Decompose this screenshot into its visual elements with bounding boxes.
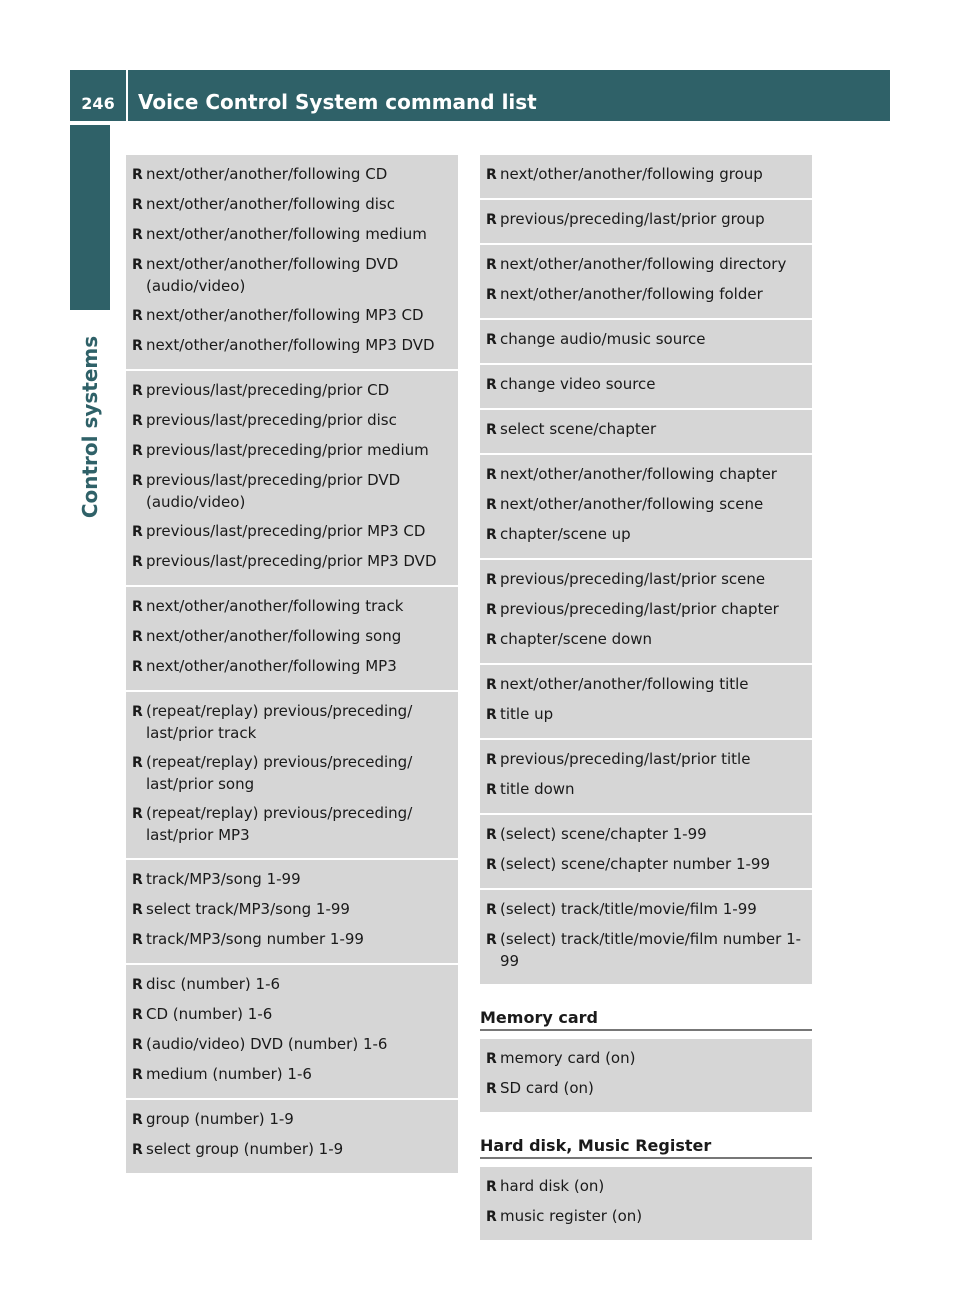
command-item [486, 629, 806, 651]
page-number: 246 [81, 94, 115, 113]
command-item [132, 869, 452, 891]
bullet-icon: R [132, 659, 143, 675]
command-item [132, 194, 452, 216]
bullet-icon: R [486, 497, 497, 513]
command-text: next/other/another/following scene [500, 495, 764, 513]
bullet-icon: R [486, 602, 497, 618]
command-text: track/MP3/song 1-99 [146, 870, 301, 888]
side-tab-label: Control systems [78, 335, 103, 519]
command-item [132, 899, 452, 921]
command-item [486, 164, 806, 186]
command-item [486, 524, 806, 546]
command-text: (repeat/replay) previous/preceding/ last/prior MP3 [146, 804, 413, 844]
command-text: group (number) 1-9 [146, 1110, 294, 1128]
command-item [132, 551, 452, 573]
command-text: previous/last/preceding/prior MP3 DVD [146, 552, 437, 570]
command-box [480, 320, 812, 365]
command-text: music register (on) [500, 1207, 643, 1225]
command-text: next/other/another/following folder [500, 285, 763, 303]
command-item [132, 1139, 452, 1161]
bullet-icon: R [486, 422, 497, 438]
command-item [132, 803, 452, 846]
command-text: select track/MP3/song 1-99 [146, 900, 350, 918]
command-box [126, 1100, 458, 1175]
command-text: CD (number) 1-6 [146, 1005, 273, 1023]
command-item [486, 494, 806, 516]
command-text: next/other/another/following directory [500, 255, 787, 273]
command-text: title up [500, 705, 554, 723]
command-item [486, 569, 806, 591]
command-text: SD card (on) [500, 1079, 594, 1097]
bullet-icon: R [486, 257, 497, 273]
command-text: hard disk (on) [500, 1177, 605, 1195]
bullet-icon: R [486, 572, 497, 588]
command-item [132, 410, 452, 432]
bullet-icon: R [132, 755, 143, 771]
bullet-icon: R [486, 1209, 497, 1225]
command-box [126, 155, 458, 371]
bullet-icon: R [132, 473, 143, 489]
command-text: (select) track/title/movie/film number 1-99 [500, 930, 802, 970]
left-column [126, 155, 458, 1175]
bullet-icon: R [486, 167, 497, 183]
command-item [486, 854, 806, 876]
bullet-icon: R [132, 1112, 143, 1128]
bullet-icon: R [132, 629, 143, 645]
bullet-icon: R [486, 332, 497, 348]
bullet-icon: R [132, 167, 143, 183]
command-item [132, 701, 452, 744]
bullet-icon: R [132, 554, 143, 570]
command-text: next/other/another/following MP3 [146, 657, 397, 675]
command-item [132, 305, 452, 327]
command-text: next/other/another/following group [500, 165, 763, 183]
right-column [480, 155, 812, 1242]
command-text: previous/preceding/last/prior title [500, 750, 751, 768]
command-box [126, 965, 458, 1100]
command-item [132, 1109, 452, 1131]
command-text: change audio/music source [500, 330, 706, 348]
command-box [480, 365, 812, 410]
command-item [486, 599, 806, 621]
bullet-icon: R [132, 413, 143, 429]
bullet-icon: R [132, 932, 143, 948]
bullet-icon: R [132, 197, 143, 213]
command-text: next/other/another/following song [146, 627, 402, 645]
command-item [132, 626, 452, 648]
bullet-icon: R [486, 752, 497, 768]
command-text: previous/last/preceding/prior DVD (audio/video) [146, 471, 401, 511]
command-item [486, 704, 806, 726]
bullet-icon: R [132, 338, 143, 354]
command-text: chapter/scene down [500, 630, 653, 648]
bullet-icon: R [486, 377, 497, 393]
command-item [486, 464, 806, 486]
bullet-icon: R [132, 872, 143, 888]
command-text: change video source [500, 375, 656, 393]
page-title: Voice Control System command list [138, 90, 537, 114]
command-item [132, 1064, 452, 1086]
bullet-icon: R [486, 1179, 497, 1195]
command-box [480, 890, 812, 986]
command-item [132, 380, 452, 402]
command-text: previous/preceding/last/prior scene [500, 570, 766, 588]
command-box [480, 155, 812, 200]
bullet-icon: R [486, 782, 497, 798]
command-text: previous/preceding/last/prior group [500, 210, 765, 228]
bullet-icon: R [486, 707, 497, 723]
command-item [132, 470, 452, 513]
command-text: next/other/another/following medium [146, 225, 427, 243]
command-item [132, 335, 452, 357]
command-text: next/other/another/following MP3 DVD [146, 336, 435, 354]
bullet-icon: R [132, 599, 143, 615]
command-item [132, 929, 452, 951]
command-item [486, 329, 806, 351]
command-item [132, 752, 452, 795]
command-box [480, 455, 812, 560]
bullet-icon: R [486, 857, 497, 873]
side-tab [66, 312, 114, 542]
command-item [132, 1034, 452, 1056]
bullet-icon: R [486, 467, 497, 483]
bullet-icon: R [486, 287, 497, 303]
bullet-icon: R [486, 527, 497, 543]
command-text: title down [500, 780, 575, 798]
command-item [132, 164, 452, 186]
command-text: next/other/another/following disc [146, 195, 395, 213]
page-header [70, 70, 890, 121]
command-item [486, 209, 806, 231]
command-text: memory card (on) [500, 1049, 636, 1067]
bullet-icon: R [132, 1007, 143, 1023]
command-text: previous/last/preceding/prior CD [146, 381, 390, 399]
command-box [480, 560, 812, 665]
command-text: (audio/video) DVD (number) 1-6 [146, 1035, 388, 1053]
command-item [132, 1004, 452, 1026]
command-text: (select) track/title/movie/film 1-99 [500, 900, 757, 918]
bullet-icon: R [132, 257, 143, 273]
command-text: previous/last/preceding/prior disc [146, 411, 397, 429]
bullet-icon: R [132, 1142, 143, 1158]
bullet-icon: R [132, 524, 143, 540]
command-box [126, 860, 458, 965]
command-item [486, 899, 806, 921]
command-box [126, 371, 458, 587]
command-box [480, 740, 812, 815]
command-item [132, 254, 452, 297]
command-box [480, 665, 812, 740]
command-item [486, 419, 806, 441]
side-tab-block [70, 125, 110, 310]
bullet-icon: R [486, 677, 497, 693]
command-item [486, 254, 806, 276]
command-item [486, 1048, 806, 1070]
bullet-icon: R [132, 1067, 143, 1083]
command-text: (repeat/replay) previous/preceding/ last/prior song [146, 753, 413, 793]
command-text: previous/preceding/last/prior chapter [500, 600, 779, 618]
command-box [126, 587, 458, 692]
bullet-icon: R [132, 443, 143, 459]
command-text: next/other/another/following DVD (audio/video) [146, 255, 399, 295]
command-box [480, 245, 812, 320]
command-item [132, 521, 452, 543]
command-text: next/other/another/following MP3 CD [146, 306, 424, 324]
command-item [132, 596, 452, 618]
command-item [132, 656, 452, 678]
bullet-icon: R [486, 932, 497, 948]
command-item [486, 1176, 806, 1198]
command-text: (select) scene/chapter number 1-99 [500, 855, 770, 873]
command-text: next/other/another/following CD [146, 165, 388, 183]
command-item [486, 374, 806, 396]
command-text: select scene/chapter [500, 420, 657, 438]
bullet-icon: R [132, 704, 143, 720]
bullet-icon: R [132, 1037, 143, 1053]
bullet-icon: R [486, 1051, 497, 1067]
command-text: (repeat/replay) previous/preceding/ last/prior track [146, 702, 413, 742]
command-item [486, 929, 806, 972]
command-text: next/other/another/following chapter [500, 465, 777, 483]
bullet-icon: R [132, 977, 143, 993]
bullet-icon: R [132, 227, 143, 243]
command-item [486, 1206, 806, 1228]
bullet-icon: R [486, 1081, 497, 1097]
command-item [486, 824, 806, 846]
command-text: next/other/another/following title [500, 675, 749, 693]
command-text: chapter/scene up [500, 525, 631, 543]
command-box [480, 815, 812, 890]
command-text: medium (number) 1-6 [146, 1065, 312, 1083]
bullet-icon: R [132, 308, 143, 324]
bullet-icon: R [486, 212, 497, 228]
command-item [486, 779, 806, 801]
command-text: previous/last/preceding/prior medium [146, 441, 429, 459]
command-item [132, 224, 452, 246]
command-text: next/other/another/following track [146, 597, 404, 615]
bullet-icon: R [486, 902, 497, 918]
section-heading: Memory card [480, 1008, 812, 1031]
bullet-icon: R [486, 827, 497, 843]
bullet-icon: R [486, 632, 497, 648]
command-text: previous/last/preceding/prior MP3 CD [146, 522, 426, 540]
command-item [132, 974, 452, 996]
command-item [486, 284, 806, 306]
bullet-icon: R [132, 806, 143, 822]
command-box [480, 200, 812, 245]
command-item [486, 674, 806, 696]
section-heading: Hard disk, Music Register [480, 1136, 812, 1159]
command-item [486, 1078, 806, 1100]
command-text: select group (number) 1-9 [146, 1140, 344, 1158]
command-box [480, 1039, 812, 1114]
command-text: (select) scene/chapter 1-99 [500, 825, 707, 843]
bullet-icon: R [132, 902, 143, 918]
bullet-icon: R [132, 383, 143, 399]
command-box [126, 692, 458, 860]
command-text: track/MP3/song number 1-99 [146, 930, 364, 948]
command-item [132, 440, 452, 462]
command-text: disc (number) 1-6 [146, 975, 281, 993]
command-box [480, 1167, 812, 1242]
command-box [480, 410, 812, 455]
command-item [486, 749, 806, 771]
